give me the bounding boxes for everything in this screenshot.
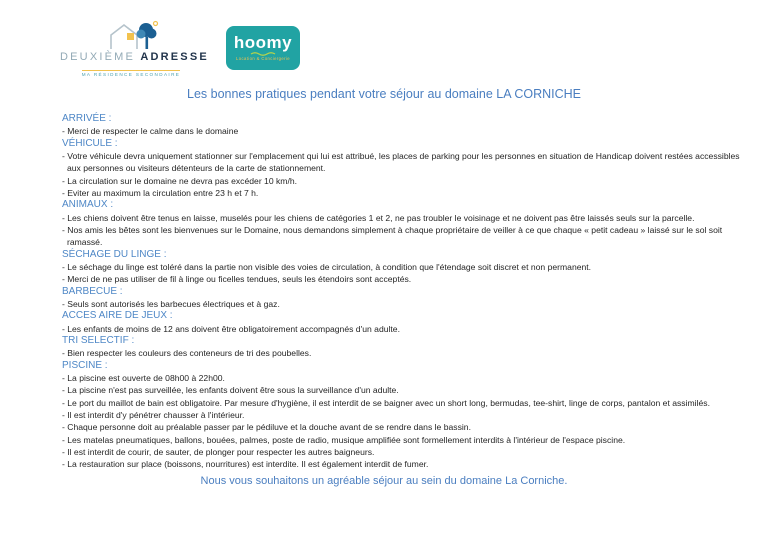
closing-line: Nous vous souhaitons un agréable séjour au sein du domaine La Corniche. [200, 475, 568, 488]
bullet-line: - La circulation sur le domaine ne devra pas excéder 10 km/h. [62, 175, 298, 186]
deuxieme-adresse-wordmark [60, 51, 209, 63]
bullet-line: - Le port du maillot de bain est obligatoire. Par mesure d'hygiène, il est interdit de se baigner avec un short long, bermudas, tee-shirt, linge de corps, pantalon et assimilés. [62, 397, 710, 408]
bullet-line: - La piscine est ouverte de 08h00 à 22h00. [62, 373, 225, 384]
bullet-line: - Chaque personne doit au préalable passer par le pédiluve et la douche avant de se rendre dans le bassin. [62, 422, 471, 433]
deuxieme-adresse-tagline: MA RÉSIDENCE SECONDAIRE [82, 70, 181, 78]
bullet-line: - Merci de respecter le calme dans le domaine [62, 126, 239, 137]
bullet-line: - La piscine n'est pas surveillée, les enfants doivent être sous la surveillance d'un adulte. [62, 385, 399, 396]
bullet-line: - Le séchage du linge est toléré dans la partie non visible des voies de circulation, à condition que l'étendage soit discret et non permanent. [62, 262, 592, 272]
section-heading: TRI SELECTIF : [62, 335, 135, 346]
bullet-line: - La restauration sur place (boissons, nourritures) est interdite. Il est également interdit de fumer. [62, 459, 429, 470]
hoomy-tagline: Location & Conciergerie [236, 55, 290, 61]
bullet-line: - Votre véhicule devra uniquement stationner sur l'emplacement qui lui est attribué, les places de parking pour les personnes en situation de Handicap doivent restées accessibles aux personnes ou visiteurs détenteurs de la carte de stationnement. [62, 151, 740, 174]
bullet-line: - Il est interdit d'y pénétrer chausser à l'intérieur. [62, 410, 245, 420]
bullet-line: - Les enfants de moins de 12 ans doivent être obligatoirement accompagnés d'un adulte. [62, 323, 400, 334]
section-heading: PISCINE : [62, 359, 108, 371]
hoomy-wordmark: hoomy [233, 32, 293, 52]
bullet-line: - Il est interdit de courir, de sauter, de plonger pour respecter les autres baigneurs. [62, 446, 375, 457]
deuxieme-word: DEUXIÈME [60, 51, 136, 63]
bullet-line: - Nos amis les bêtes sont les bienvenues sur le Domaine, nous demandons simplement à chaque propriétaire de veiller à ce que chaque « petit cadeau » laissé sur le sol soit ramassé. [62, 225, 723, 248]
bullet-line: - Les matelas pneumatiques, ballons, bouées, palmes, poste de radio, musique amplifiée sont formellement interdits à l'intérieur de l'espace piscine. [62, 434, 626, 445]
page-title: Les bonnes pratiques pendant votre séjour au domaine LA CORNICHE [187, 87, 581, 101]
house-tree-icon [103, 20, 159, 50]
hoomy-logo [226, 26, 300, 70]
section-heading: ARRIVÉE : [62, 113, 112, 124]
section-heading: SÉCHAGE DU LINGE : [62, 248, 167, 260]
adresse-word: ADRESSE [140, 51, 209, 63]
bullet-line: - Les chiens doivent être tenus en laisse, muselés pour les chiens de catégories 1 et 2, ne pas troubler le voisinage et ne doivent pas être laissés seuls sur la parcelle. [62, 212, 695, 223]
section-heading: ACCES AIRE DE JEUX : [62, 310, 173, 322]
bullet-line: - Seuls sont autorisés les barbecues électriques et à gaz. [62, 299, 280, 309]
logo-row [0, 0, 768, 76]
section-heading: VÉHICULE : [62, 137, 118, 149]
bullet-line: - Bien respecter les couleurs des conteneurs de tri des poubelles. [62, 348, 312, 359]
section-heading: BARBECUE : [62, 285, 123, 297]
bullet-line: - Merci de ne pas utiliser de fil à linge ou ficelles tendues, seuls les étendoirs sont acceptés. [62, 274, 412, 285]
sections [62, 113, 742, 470]
bullet-line: - Eviter au maximum la circulation entre 23 h et 7 h. [62, 188, 259, 198]
deuxieme-adresse-logo [60, 20, 209, 81]
section-heading: ANIMAUX : [62, 199, 114, 211]
